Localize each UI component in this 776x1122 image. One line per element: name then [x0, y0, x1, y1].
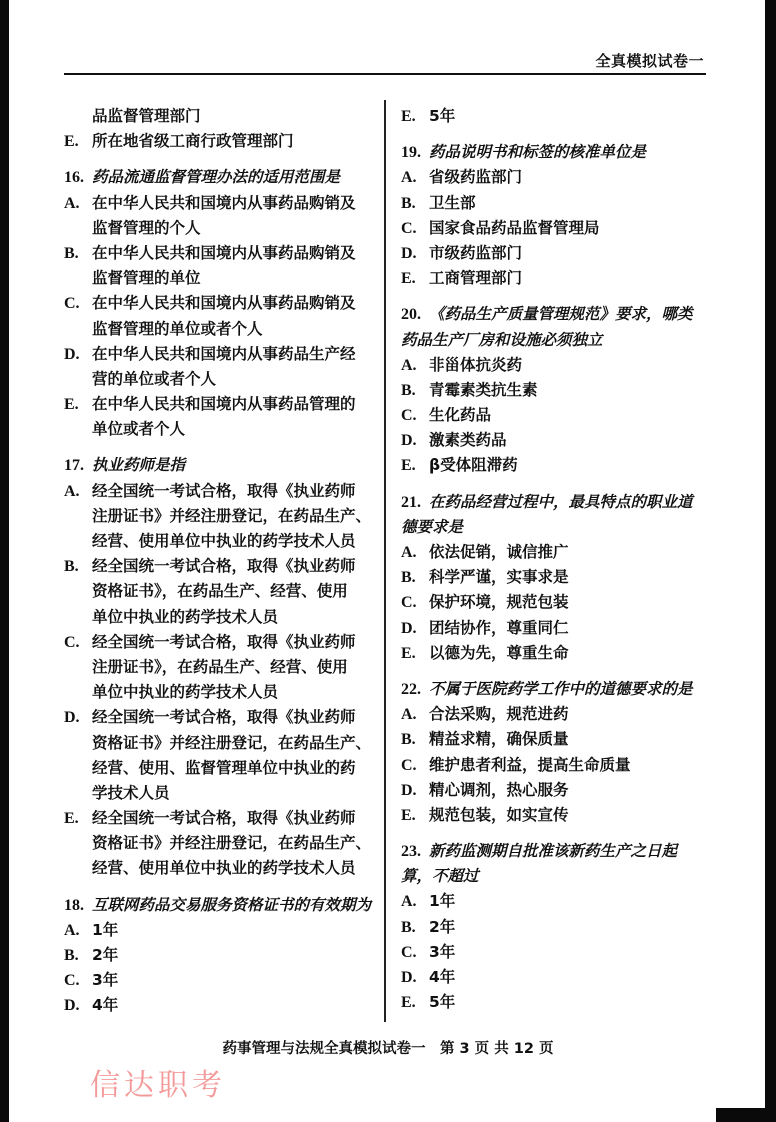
option-text: 青霉素类抗生素 [429, 380, 538, 399]
question-stem-text: 不属于医院药学工作中的道德要求的是 [429, 679, 693, 698]
option-label: C. [64, 972, 80, 990]
option-label: A. [401, 544, 417, 561]
answer-option [64, 968, 380, 993]
answer-option [401, 590, 721, 615]
question-stem-text: 互联网药品交易服务资格证书的有效期为 [92, 895, 372, 914]
option-label: D. [401, 781, 417, 799]
option-text: β受体阻滞药 [429, 456, 518, 475]
question-stem [64, 165, 380, 190]
option-text: 精心调剂，热心服务 [429, 780, 569, 799]
answer-option [64, 680, 380, 705]
option-label: D. [64, 345, 80, 363]
answer-option [64, 579, 380, 604]
question-stem [401, 864, 721, 889]
answer-option [401, 915, 721, 940]
answer-option [401, 403, 721, 428]
option-label: E. [401, 270, 416, 288]
option-label: C. [64, 295, 80, 313]
answer-option [64, 554, 380, 579]
option-text: 5年 [429, 107, 456, 125]
question-stem [64, 453, 380, 478]
option-label: E. [64, 133, 79, 151]
answer-option [64, 479, 380, 504]
option-text: 以德为先，尊重生命 [429, 643, 569, 662]
answer-option [401, 940, 721, 965]
option-text: 国家食品药品监督管理局 [429, 218, 600, 237]
answer-option [401, 353, 721, 378]
option-text: 1年 [429, 892, 456, 911]
question-block [401, 302, 721, 478]
question-stem-text: 新药监测期自批准该新药生产之日起 [429, 842, 678, 861]
option-text: 4年 [92, 996, 119, 1015]
answer-option [64, 129, 380, 154]
option-label: A. [64, 482, 80, 500]
option-label: D. [401, 432, 417, 450]
answer-option [401, 165, 721, 190]
answer-option [401, 565, 721, 590]
question-stem-text: 执业药师是指 [92, 456, 186, 475]
watermark-stamp: 信达职考 [90, 1068, 226, 1103]
question-stem [401, 328, 721, 353]
option-label: B. [401, 381, 416, 399]
option-label: A. [401, 706, 417, 724]
option-text: 单位中执业的药学技术人员 [92, 683, 279, 702]
scan-edge-right [765, 0, 776, 1122]
question-stem [401, 515, 721, 540]
option-text: 2年 [92, 946, 119, 964]
question-block [401, 677, 721, 828]
option-text: 经全国统一考试合格，取得《执业药师 [92, 809, 356, 828]
option-label: C. [401, 943, 417, 961]
question-number: 18. [64, 896, 84, 914]
answer-option [64, 191, 380, 216]
answer-option [401, 778, 721, 803]
option-text: 单位或者个人 [92, 420, 186, 439]
option-label: A. [401, 356, 417, 374]
question-stem-text: 德要求是 [401, 517, 464, 536]
option-text: 科学严谨，实事求是 [429, 568, 569, 587]
question-stem [401, 302, 721, 327]
scan-edge-left [0, 0, 9, 1122]
answer-option [64, 367, 380, 392]
option-text: 注册证书》并经注册登记，在药品生产、 [92, 506, 372, 525]
answer-option [64, 630, 380, 655]
option-text: 监督管理的单位 [92, 269, 201, 288]
answer-option [64, 856, 380, 881]
answer-option [401, 241, 721, 266]
answer-option [64, 756, 380, 781]
option-text: 经营、使用、监督管理单位中执业的药 [92, 758, 356, 777]
option-text: 经全国统一考试合格，取得《执业药师 [92, 557, 356, 576]
question-number: 22. [401, 680, 421, 698]
question-stem-text: 药品流通监督管理办法的适用范围是 [92, 168, 341, 187]
question-stem-text: 在药品经营过程中，最具特点的职业道 [429, 492, 693, 511]
option-text: 3年 [92, 971, 119, 990]
option-label: D. [401, 619, 417, 637]
answer-option [401, 216, 721, 241]
option-text: 1年 [92, 920, 119, 939]
answer-option [64, 241, 380, 266]
option-label: C. [64, 633, 80, 651]
scan-edge-corner [716, 1108, 776, 1122]
right-column [401, 104, 721, 1015]
answer-option [64, 705, 380, 730]
answer-option [401, 641, 721, 666]
answer-option [401, 803, 721, 828]
question-block [64, 893, 380, 1019]
answer-option [64, 504, 380, 529]
option-text: 在中华人民共和国境内从事药品购销及 [92, 243, 356, 262]
option-label: D. [401, 969, 417, 986]
answer-option [401, 104, 721, 129]
option-text: 所在地省级工商行政管理部门 [92, 132, 294, 151]
answer-option [401, 378, 721, 403]
option-text: 规范包装，如实宣传 [429, 805, 569, 824]
option-text: 工商管理部门 [429, 269, 523, 288]
option-text: 3年 [429, 942, 456, 961]
question-stem-text: 《药品生产质量管理规范》要求，哪类 [429, 305, 693, 324]
answer-option [64, 943, 380, 968]
question-block [401, 140, 721, 291]
option-text: 经营、使用单位中执业的药学技术人员 [92, 532, 356, 550]
option-text: 4年 [429, 968, 456, 986]
answer-option [401, 540, 721, 565]
option-text: 经营、使用单位中执业的药学技术人员 [92, 859, 356, 878]
question-stem-text: 算，不超过 [401, 867, 479, 886]
option-label: E. [401, 806, 416, 824]
page-footer: 药事管理与法规全真模拟试卷一 第 3 页 共 12 页 [222, 1041, 554, 1057]
option-text: 经全国统一考试合格，取得《执业药师 [92, 632, 356, 651]
question-number: 20. [401, 306, 421, 324]
answer-option [64, 266, 380, 291]
option-label: B. [401, 194, 416, 212]
answer-option [64, 216, 380, 241]
answer-option [64, 291, 380, 316]
option-label: C. [401, 756, 417, 774]
option-label: B. [64, 558, 79, 576]
option-text: 非甾体抗炎药 [429, 355, 523, 374]
option-label: E. [401, 994, 416, 1012]
question-number: 16. [64, 169, 84, 187]
option-text: 营的单位或者个人 [92, 369, 217, 388]
option-label: B. [64, 244, 79, 262]
answer-option [64, 317, 380, 342]
question-stem-text: 药品生产厂房和设施必须独立 [401, 330, 603, 349]
option-text: 资格证书》并经注册登记，在药品生产、 [92, 733, 372, 752]
question-stem [401, 490, 721, 515]
option-label: E. [64, 810, 79, 828]
option-label: A. [401, 893, 417, 911]
option-text: 5年 [429, 993, 456, 1012]
option-text: 合法采购，规范进药 [429, 705, 569, 724]
answer-option [401, 990, 721, 1015]
option-label: D. [401, 244, 417, 262]
running-header-title: 全真模拟试卷一 [595, 52, 704, 70]
question-block [401, 104, 721, 129]
answer-option [64, 781, 380, 806]
option-text: 依法促销，诚信推广 [429, 543, 569, 561]
question-block [64, 165, 380, 442]
question-stem [64, 893, 380, 918]
answer-option [64, 655, 380, 680]
option-label: B. [401, 569, 416, 587]
answer-option [401, 727, 721, 752]
option-text: 2年 [429, 917, 456, 936]
option-text: 精益求精，确保质量 [429, 730, 569, 749]
answer-option [401, 453, 721, 478]
option-text: 保护环境，规范包装 [429, 593, 569, 612]
question-block [401, 839, 721, 1015]
option-label: C. [401, 219, 417, 237]
option-text: 激素类药品 [429, 431, 507, 450]
option-label: A. [64, 194, 80, 212]
option-text: 省级药监部门 [429, 168, 523, 187]
answer-option [64, 831, 380, 856]
answer-option [64, 993, 380, 1018]
option-label: B. [64, 947, 79, 964]
option-text: 资格证书》并经注册登记，在药品生产、 [92, 834, 372, 853]
option-text: 注册证书》，在药品生产、经营、使用 [92, 657, 348, 676]
question-number: 17. [64, 457, 84, 475]
option-label: E. [64, 396, 79, 414]
option-text: 监督管理的个人 [92, 218, 201, 237]
left-column [64, 104, 380, 1019]
option-text: 在中华人民共和国境内从事药品管理的 [92, 395, 356, 414]
answer-option [64, 918, 380, 943]
option-label: A. [401, 169, 417, 187]
answer-option [401, 702, 721, 727]
answer-option [401, 191, 721, 216]
answer-option [64, 529, 380, 554]
option-text: 维护患者利益，提高生命质量 [429, 755, 631, 774]
option-label: B. [401, 731, 416, 749]
answer-option [64, 392, 380, 417]
answer-option [401, 965, 721, 990]
answer-option [64, 731, 380, 756]
question-number: 19. [401, 144, 421, 162]
answer-option [64, 104, 380, 129]
option-text: 生化药品 [429, 406, 492, 425]
answer-option [64, 806, 380, 831]
option-text: 在中华人民共和国境内从事药品生产经 [92, 344, 356, 363]
option-label: C. [401, 594, 417, 612]
option-text: 单位中执业的药学技术人员 [92, 607, 279, 626]
option-text: 卫生部 [429, 193, 476, 212]
option-label: A. [64, 921, 80, 939]
column-divider [384, 100, 386, 1022]
option-text: 资格证书》，在药品生产、经营、使用 [92, 582, 348, 601]
option-text: 在中华人民共和国境内从事药品购销及 [92, 294, 356, 313]
answer-option [64, 417, 380, 442]
option-label: D. [64, 709, 80, 727]
answer-option [401, 616, 721, 641]
option-label: E. [401, 108, 416, 125]
option-text: 监督管理的单位或者个人 [92, 319, 263, 338]
option-label: B. [401, 918, 416, 936]
answer-option [401, 889, 721, 914]
answer-option [401, 266, 721, 291]
question-number: 23. [401, 843, 421, 861]
answer-option [401, 753, 721, 778]
question-stem [401, 839, 721, 864]
option-text: 品监督管理部门 [92, 107, 201, 125]
question-stem-text: 药品说明书和标签的核准单位是 [429, 143, 647, 162]
option-text: 经全国统一考试合格，取得《执业药师 [92, 481, 356, 500]
header-rule [64, 73, 706, 75]
option-text: 在中华人民共和国境内从事药品购销及 [92, 193, 356, 212]
option-text: 经全国统一考试合格，取得《执业药师 [92, 708, 356, 727]
question-stem [401, 140, 721, 165]
question-block [64, 104, 380, 154]
option-label: C. [401, 407, 417, 425]
answer-option [64, 605, 380, 630]
option-label: E. [401, 644, 416, 662]
option-text: 团结协作，尊重同仁 [429, 618, 569, 637]
option-label: D. [64, 997, 80, 1015]
question-block [401, 490, 721, 666]
option-text: 学技术人员 [92, 783, 170, 802]
question-number: 21. [401, 493, 421, 511]
answer-option [401, 428, 721, 453]
question-block [64, 453, 380, 881]
answer-option [64, 342, 380, 367]
option-label: E. [401, 457, 416, 475]
option-text: 市级药监部门 [429, 243, 523, 262]
question-stem [401, 677, 721, 702]
